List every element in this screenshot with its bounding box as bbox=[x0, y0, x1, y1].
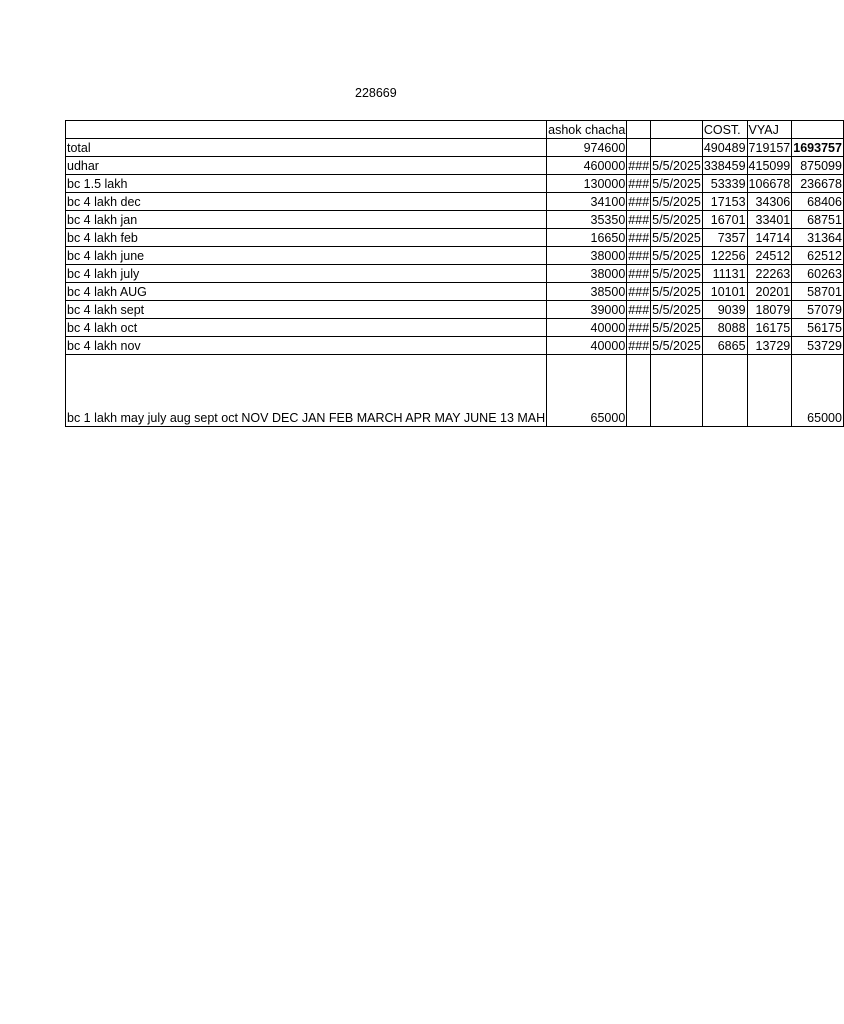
row-label-cell[interactable]: bc 4 lakh jan bbox=[66, 211, 547, 229]
row-hash-cell[interactable]: ### bbox=[627, 265, 651, 283]
row-date-cell[interactable]: 5/5/2025 bbox=[651, 283, 703, 301]
row-date-cell[interactable]: 5/5/2025 bbox=[651, 301, 703, 319]
row-sum-cell[interactable]: 57079 bbox=[792, 301, 844, 319]
row-vyaj-cell[interactable]: 13729 bbox=[747, 337, 792, 355]
header-cell-hash[interactable] bbox=[627, 121, 651, 139]
row-vyaj-cell[interactable]: 24512 bbox=[747, 247, 792, 265]
row-amount-cell[interactable]: 35350 bbox=[547, 211, 627, 229]
row-hash-cell[interactable]: ### bbox=[627, 175, 651, 193]
header-name-text: ashok chacha bbox=[548, 123, 626, 137]
table-row bbox=[66, 283, 844, 301]
row-vyaj-cell[interactable]: 22263 bbox=[747, 265, 792, 283]
row-date-cell[interactable]: 5/5/2025 bbox=[651, 337, 703, 355]
row-label-cell[interactable]: bc 4 lakh feb bbox=[66, 229, 547, 247]
table-row bbox=[66, 211, 844, 229]
row-sum-cell[interactable]: 58701 bbox=[792, 283, 844, 301]
total-cost-cell[interactable]: 490489 bbox=[702, 139, 747, 157]
table-row bbox=[66, 157, 844, 175]
header-row bbox=[66, 121, 844, 139]
header-cell-cost[interactable]: COST. bbox=[702, 121, 747, 139]
table-row bbox=[66, 265, 844, 283]
row-vyaj-cell[interactable]: 14714 bbox=[747, 229, 792, 247]
row-amount-cell[interactable]: 38000 bbox=[547, 247, 627, 265]
last-row-date-cell[interactable] bbox=[651, 355, 703, 427]
row-date-cell[interactable]: 5/5/2025 bbox=[651, 211, 703, 229]
last-row-label-cell[interactable]: bc 1 lakh may july aug sept oct NOV DEC JAN FEB MARCH APR MAY JUNE 13 MAH bbox=[66, 355, 547, 427]
row-vyaj-cell[interactable]: 18079 bbox=[747, 301, 792, 319]
row-hash-cell[interactable]: ### bbox=[627, 301, 651, 319]
row-hash-cell[interactable]: ### bbox=[627, 319, 651, 337]
header-cell-sum[interactable] bbox=[792, 121, 844, 139]
spreadsheet-table bbox=[65, 120, 844, 427]
row-cost-cell[interactable]: 10101 bbox=[702, 283, 747, 301]
header-cell-date[interactable] bbox=[651, 121, 703, 139]
row-cost-cell[interactable]: 12256 bbox=[702, 247, 747, 265]
total-vyaj-cell[interactable]: 719157 bbox=[747, 139, 792, 157]
row-hash-cell[interactable]: ### bbox=[627, 193, 651, 211]
row-hash-cell[interactable]: ### bbox=[627, 229, 651, 247]
row-date-cell[interactable]: 5/5/2025 bbox=[651, 157, 703, 175]
row-label-cell[interactable]: bc 1.5 lakh bbox=[66, 175, 547, 193]
row-label-cell[interactable]: bc 4 lakh oct bbox=[66, 319, 547, 337]
row-date-cell[interactable]: 5/5/2025 bbox=[651, 247, 703, 265]
row-label-cell[interactable]: bc 4 lakh sept bbox=[66, 301, 547, 319]
row-cost-cell[interactable]: 8088 bbox=[702, 319, 747, 337]
row-hash-cell[interactable]: ### bbox=[627, 211, 651, 229]
row-hash-cell[interactable]: ### bbox=[627, 247, 651, 265]
row-date-cell[interactable]: 5/5/2025 bbox=[651, 229, 703, 247]
total-date-cell[interactable] bbox=[651, 139, 703, 157]
row-sum-cell[interactable]: 53729 bbox=[792, 337, 844, 355]
row-date-cell[interactable]: 5/5/2025 bbox=[651, 319, 703, 337]
row-amount-cell[interactable]: 16650 bbox=[547, 229, 627, 247]
row-label-cell[interactable]: bc 4 lakh dec bbox=[66, 193, 547, 211]
total-sum-cell[interactable]: 1693757 bbox=[792, 139, 844, 157]
row-sum-cell[interactable]: 236678 bbox=[792, 175, 844, 193]
row-vyaj-cell[interactable]: 16175 bbox=[747, 319, 792, 337]
row-date-cell[interactable]: 5/5/2025 bbox=[651, 175, 703, 193]
row-amount-cell[interactable]: 38000 bbox=[547, 265, 627, 283]
row-label-cell[interactable]: bc 4 lakh nov bbox=[66, 337, 547, 355]
row-cost-cell[interactable]: 11131 bbox=[702, 265, 747, 283]
row-cost-cell[interactable]: 338459 bbox=[702, 157, 747, 175]
last-row-cost-cell[interactable] bbox=[702, 355, 747, 427]
table-row bbox=[66, 301, 844, 319]
row-amount-cell[interactable]: 40000 bbox=[547, 319, 627, 337]
table-row-last bbox=[66, 355, 844, 427]
table-row bbox=[66, 337, 844, 355]
row-hash-cell[interactable]: ### bbox=[627, 157, 651, 175]
row-amount-cell[interactable]: 40000 bbox=[547, 337, 627, 355]
row-amount-cell[interactable]: 39000 bbox=[547, 301, 627, 319]
row-hash-cell[interactable]: ### bbox=[627, 337, 651, 355]
table-row bbox=[66, 247, 844, 265]
total-amount-cell[interactable]: 974600 bbox=[547, 139, 627, 157]
table-row bbox=[66, 319, 844, 337]
row-sum-cell[interactable]: 875099 bbox=[792, 157, 844, 175]
row-sum-cell[interactable]: 56175 bbox=[792, 319, 844, 337]
row-amount-cell[interactable]: 34100 bbox=[547, 193, 627, 211]
row-amount-cell[interactable]: 38500 bbox=[547, 283, 627, 301]
row-vyaj-cell[interactable]: 106678 bbox=[747, 175, 792, 193]
header-cell-name[interactable] bbox=[547, 121, 627, 139]
row-sum-cell[interactable]: 62512 bbox=[792, 247, 844, 265]
table-row bbox=[66, 193, 844, 211]
row-label-cell[interactable]: bc 4 lakh july bbox=[66, 265, 547, 283]
row-label-cell[interactable]: bc 4 lakh AUG bbox=[66, 283, 547, 301]
row-amount-cell[interactable]: 130000 bbox=[547, 175, 627, 193]
row-date-cell[interactable]: 5/5/2025 bbox=[651, 265, 703, 283]
row-cost-cell[interactable]: 16701 bbox=[702, 211, 747, 229]
row-sum-cell[interactable]: 60263 bbox=[792, 265, 844, 283]
row-label-cell[interactable]: udhar bbox=[66, 157, 547, 175]
last-row-hash-cell[interactable] bbox=[627, 355, 651, 427]
row-amount-cell[interactable]: 460000 bbox=[547, 157, 627, 175]
row-cost-cell[interactable]: 7357 bbox=[702, 229, 747, 247]
row-vyaj-cell[interactable]: 33401 bbox=[747, 211, 792, 229]
row-cost-cell[interactable]: 9039 bbox=[702, 301, 747, 319]
total-label-cell[interactable]: total bbox=[66, 139, 547, 157]
total-row bbox=[66, 139, 844, 157]
last-row-amount-cell[interactable]: 65000 bbox=[547, 355, 627, 427]
row-cost-cell[interactable]: 17153 bbox=[702, 193, 747, 211]
row-vyaj-cell[interactable]: 20201 bbox=[747, 283, 792, 301]
row-vyaj-cell[interactable]: 34306 bbox=[747, 193, 792, 211]
top-value: 228669 bbox=[355, 86, 397, 100]
header-cell-vyaj[interactable]: VYAJ bbox=[747, 121, 792, 139]
row-sum-cell[interactable]: 68751 bbox=[792, 211, 844, 229]
row-vyaj-cell[interactable]: 415099 bbox=[747, 157, 792, 175]
row-cost-cell[interactable]: 6865 bbox=[702, 337, 747, 355]
header-cell-label[interactable] bbox=[66, 121, 547, 139]
row-hash-cell[interactable]: ### bbox=[627, 283, 651, 301]
table-row bbox=[66, 175, 844, 193]
row-label-cell[interactable]: bc 4 lakh june bbox=[66, 247, 547, 265]
total-hash-cell[interactable] bbox=[627, 139, 651, 157]
row-sum-cell[interactable]: 68406 bbox=[792, 193, 844, 211]
row-cost-cell[interactable]: 53339 bbox=[702, 175, 747, 193]
row-sum-cell[interactable]: 31364 bbox=[792, 229, 844, 247]
row-date-cell[interactable]: 5/5/2025 bbox=[651, 193, 703, 211]
table-row bbox=[66, 229, 844, 247]
last-row-vyaj-cell[interactable] bbox=[747, 355, 792, 427]
last-row-sum-cell[interactable]: 65000 bbox=[792, 355, 844, 427]
